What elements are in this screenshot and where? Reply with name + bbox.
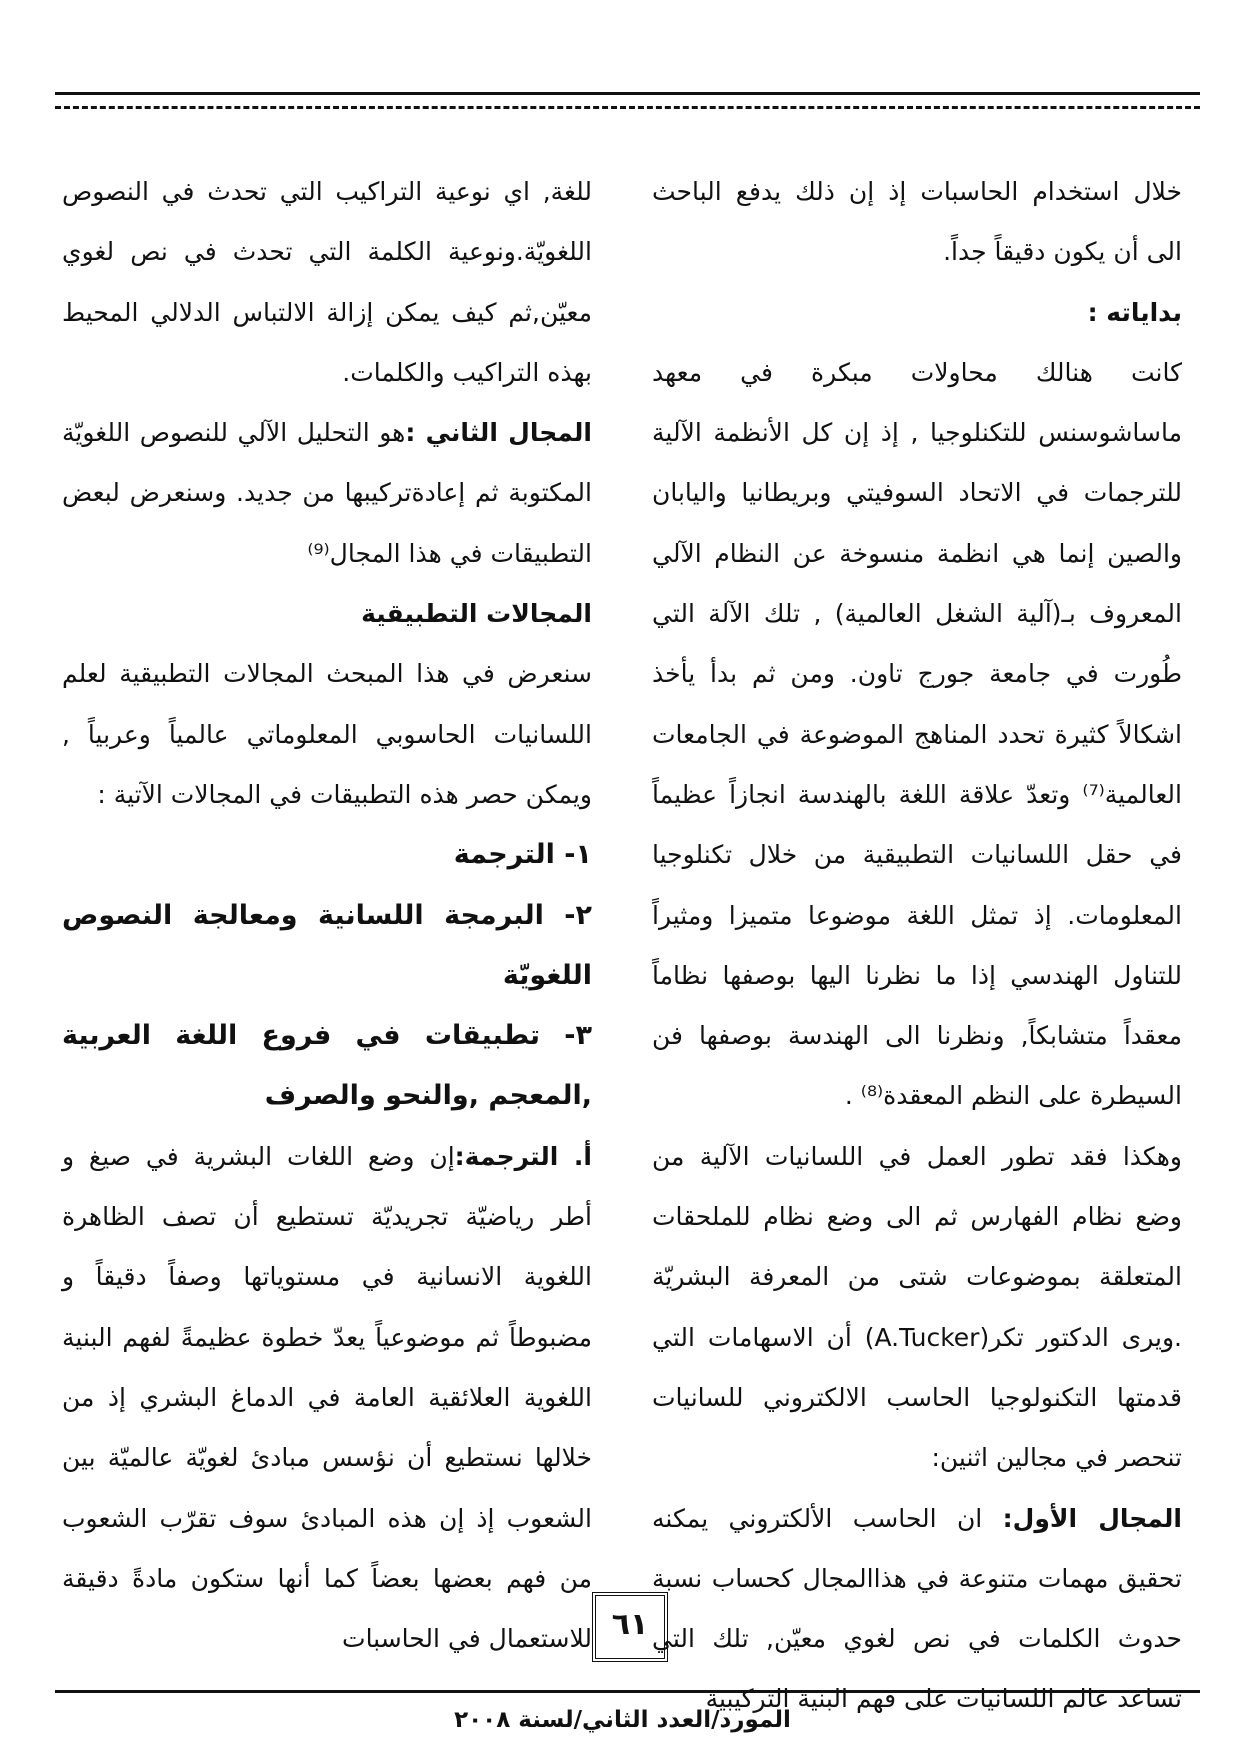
paragraph: سنعرض في هذا المبحث المجالات التطبيقية لعلم اللسانيات الحاسوبي المعلوماتي عالمياً وعربياً , ويمكن حصر هذه التطبيقات في المجالات الآتية : bbox=[62, 659, 592, 809]
top-rule bbox=[55, 92, 1200, 95]
labeled-paragraph bbox=[652, 1489, 1182, 1730]
top-dashed-rule bbox=[55, 106, 1200, 109]
paragraph: كانت هنالك محاولات مبكرة في معهد ماساشوسنس للتكنلوجيا , إذ إن كل الأنظمة الآلية للترجمات في الاتحاد السوفيتي وبريطانيا واليابان والصين إنما هي انظمة منسوخة عن النظام الآلي المعروف بـ(آلية الشغل العالمية) , تلك الآلة التي طُورت في جامعة جورج تاون. ومن ثم بدأ يأخذ اشكالاً كثيرة تحدد المناهج الموضوعة في الجامعات العالمية⁽⁷⁾ وتعدّ علاقة اللغة بالهندسة انجازاً عظيماً في حقل اللسانيات التطبيقية من خلال تكنلوجيا المعلومات. إذ تمثل اللغة موضوعا متميزا ومثيراً للتناول الهندسي إذا ما نظرنا اليها بوصفها نظاماً معقداً متشابكاً, ونظرنا الى الهندسة بوصفها فن السيطرة على النظم المعقدة⁽⁸⁾ . bbox=[652, 357, 1182, 1111]
page-number: ٦١ bbox=[592, 1592, 668, 1662]
paragraph-label: المجال الثاني : bbox=[405, 418, 592, 448]
paragraph: للغة, اي نوعية التراكيب التي تحدث في النصوص اللغويّة.ونوعية الكلمة التي تحدث في نص لغوي معيّن,ثم كيف يمكن إزالة الالتباس الدلالي المحيط بهذه التراكيب والكلمات. bbox=[62, 177, 592, 387]
section-heading: المجالات التطبيقية bbox=[361, 599, 592, 629]
right-column bbox=[652, 162, 1183, 1714]
paragraph-text: ان الحاسب الألكتروني يمكنه تحقيق مهمات متنوعة في هذاالمجال كحساب نسبة حدوث الكلمات في نص لغوي معيّن, تلك التي تساعد عالم اللسانيات على فهم البنية التركيبية bbox=[652, 1503, 1182, 1714]
paragraph-text: إن وضع اللغات البشرية في صيغ و أطر رياضيّة تجريديّة تستطيع أن تصف الظاهرة اللغوية الانسانية في مستوياتها وصفاً دقيقاً و مضبوطاً ثم موضوعياً يعدّ خطوة عظيمةً لفهم البنية اللغوية العلائقية العامة في الدماغ البشري إذ من خلالها نستطيع أن نؤسس مبادئ لغويّة عالميّة بين الشعوب إذ إن هذه المبادئ سوف تقرّب الشعوب من فهم بعضها بعضاً كما أنها ستكون مادةً دقيقة للاستعمال في الحاسبات bbox=[62, 1141, 592, 1654]
paragraph: وهكذا فقد تطور العمل في اللسانيات الآلية من وضع نظام الفهارس ثم الى وضع نظام للملحقات المتعلقة بموضوعات شتى من المعرفة البشريّة .ويرى الدكتور تكر(A.Tucker) أن الاسهامات التي قدمتها التكنولوجيا الحاسب الالكتروني للسانيات تنحصر في مجالين اثنين: bbox=[652, 1141, 1182, 1473]
left-column bbox=[62, 162, 592, 1654]
bottom-rule bbox=[55, 1690, 1200, 1693]
list-item: ٢- البرمجة اللسانية ومعالجة النصوص اللغويّة bbox=[62, 899, 592, 991]
paragraph-label: المجال الأول: bbox=[1002, 1503, 1183, 1533]
paragraph-text: هو التحليل الآلي للنصوص اللغويّة المكتوبة ثم إعادةتركيبها من جديد. وسنعرض لبعض التطبيقات في هذا المجال⁽⁹⁾ bbox=[62, 418, 592, 568]
paragraph-label: أ. الترجمة: bbox=[454, 1141, 592, 1171]
labeled-paragraph bbox=[62, 403, 592, 584]
journal-footer: المورد/العدد الثاني/لسنة ٢٠٠٨ bbox=[454, 1707, 791, 1733]
labeled-paragraph bbox=[62, 1127, 592, 1670]
section-heading: بداياته : bbox=[1087, 297, 1182, 327]
paragraph: خلال استخدام الحاسبات إذ إن ذلك يدفع الباحث الى أن يكون دقيقاً جداً. bbox=[652, 177, 1182, 267]
list-item: ١- الترجمة bbox=[453, 839, 592, 871]
list-item: ٣- تطبيقات في فروع اللغة العربية ,المعجم ,والنحو والصرف bbox=[62, 1020, 592, 1112]
